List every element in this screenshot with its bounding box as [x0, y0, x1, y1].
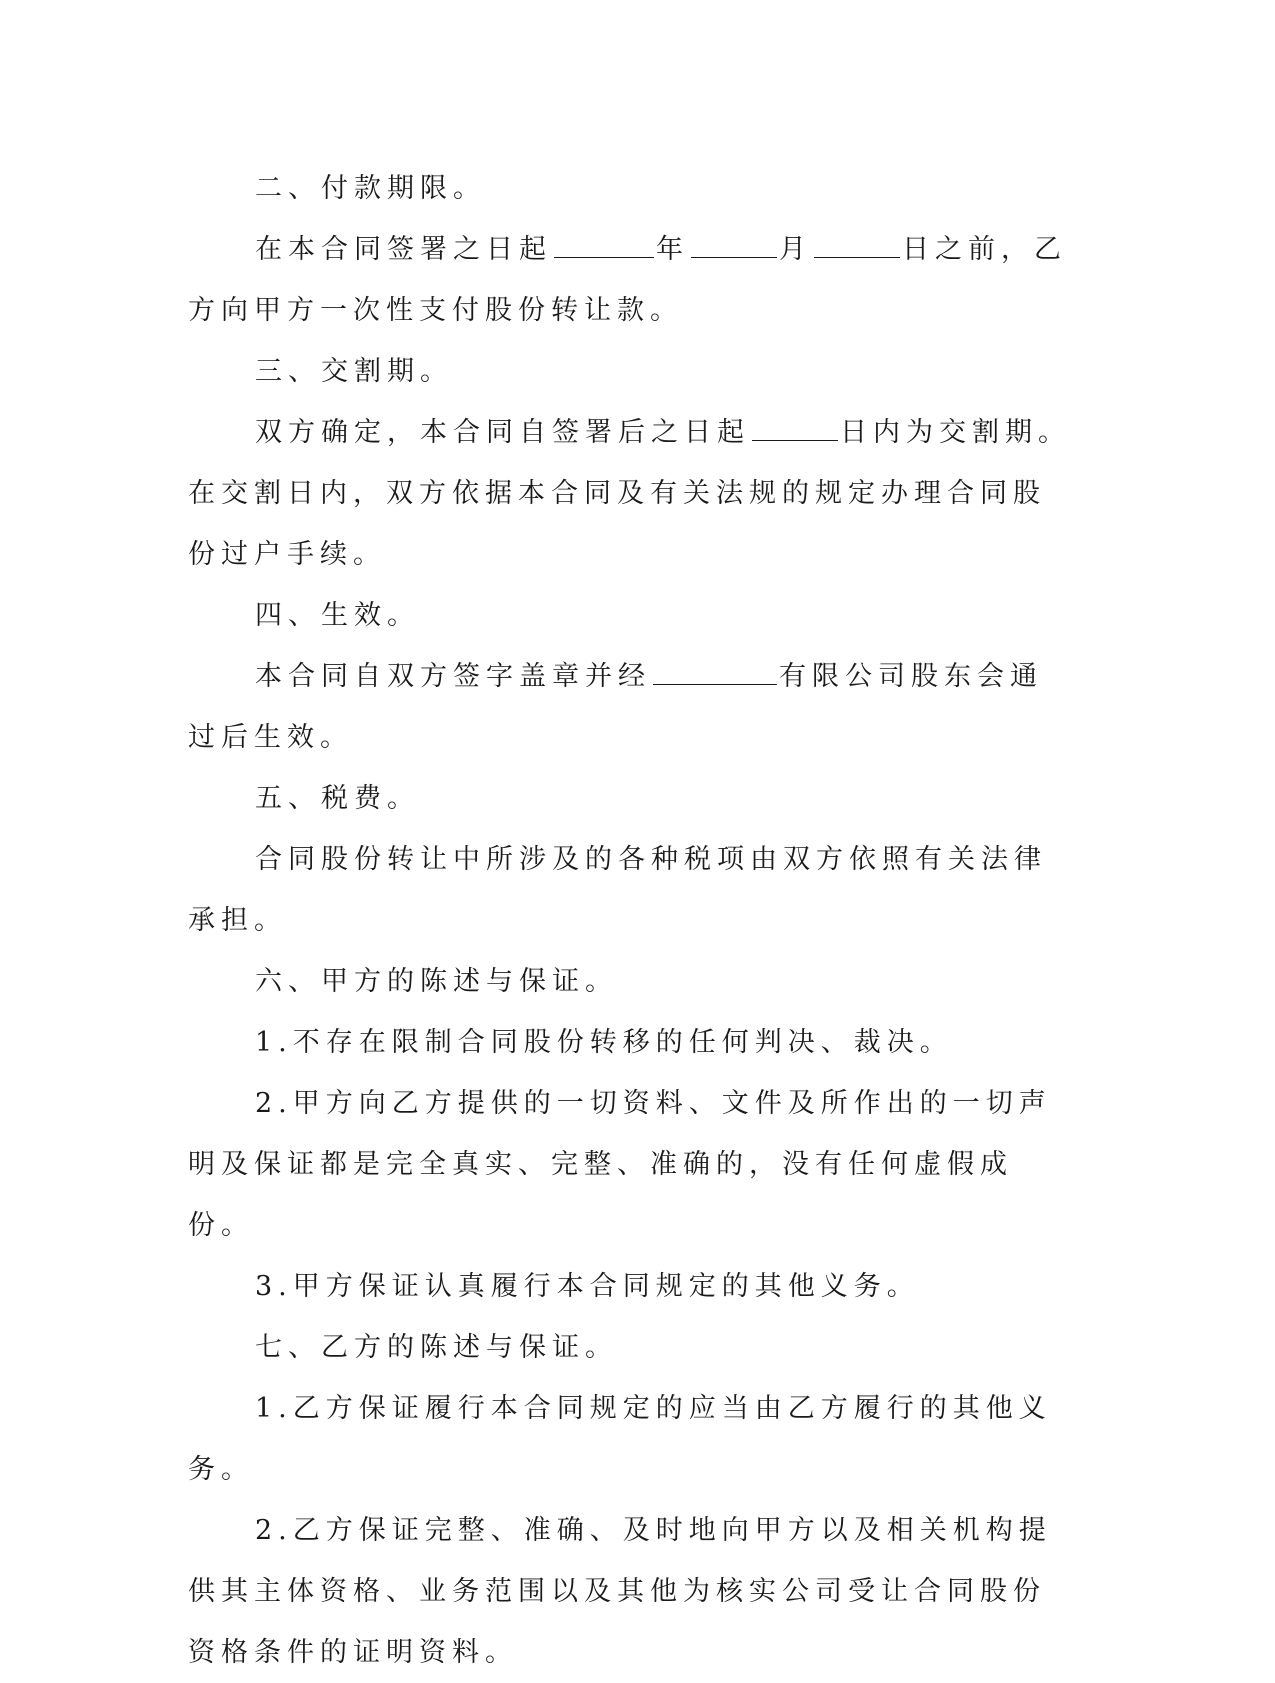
fill-blank-month: [691, 235, 777, 258]
text-segment: 在本合同签署之日起: [255, 234, 552, 265]
document-body: [188, 158, 1073, 1683]
fill-blank-year: [554, 235, 654, 258]
section-6-item-3: 3.甲方保证认真履行本合同规定的其他义务。: [255, 1271, 920, 1302]
section-3-paragraph: [188, 402, 1073, 585]
section-7-item-2: 2.乙方保证完整、准确、及时地向甲方以及相关机构提供其主体资格、业务范围以及其他为核实公司受让合同股份资格条件的证明资料。: [188, 1515, 1052, 1668]
section-4-heading: 四、生效。: [255, 600, 420, 631]
text-segment: 日内为交割期。在交割日内，双方依据本合同及有关法规的规定办理合同股份过户手续。: [188, 417, 1071, 570]
section-4-paragraph: [188, 646, 1073, 768]
fill-blank-day: [814, 235, 900, 258]
section-6-item-2: 2.甲方向乙方提供的一切资料、文件及所作出的一切声明及保证都是完全真实、完整、准确的，没有任何虚假成份。: [188, 1088, 1052, 1241]
text-segment: 本合同自双方签字盖章并经: [255, 661, 651, 692]
section-5-paragraph: 合同股份转让中所涉及的各种税项由双方依照有关法律承担。: [188, 844, 1047, 936]
text-segment: 双方确定，本合同自签署后之日起: [255, 417, 750, 448]
section-6-heading: 六、甲方的陈述与保证。: [255, 966, 618, 997]
section-3-heading: 三、交割期。: [255, 356, 453, 387]
text-segment: 月: [779, 234, 812, 265]
section-6-item-1: 1.不存在限制合同股份转移的任何判决、裁决。: [255, 1027, 953, 1058]
section-7-heading: 七、乙方的陈述与保证。: [255, 1332, 618, 1363]
text-segment: 年: [656, 234, 689, 265]
fill-blank-days: [752, 418, 838, 441]
section-2-heading: 二、付款期限。: [255, 173, 486, 204]
section-5-heading: 五、税费。: [255, 783, 420, 814]
section-2-paragraph: [188, 219, 1073, 341]
text-segment: 有限公司股东会通过后生效。: [188, 661, 1043, 753]
fill-blank-company: [653, 662, 777, 685]
text-segment: 日之前，乙方向甲方一次性支付股份转让款。: [188, 234, 1067, 326]
section-7-item-1: 1.乙方保证履行本合同规定的应当由乙方履行的其他义务。: [188, 1393, 1052, 1485]
